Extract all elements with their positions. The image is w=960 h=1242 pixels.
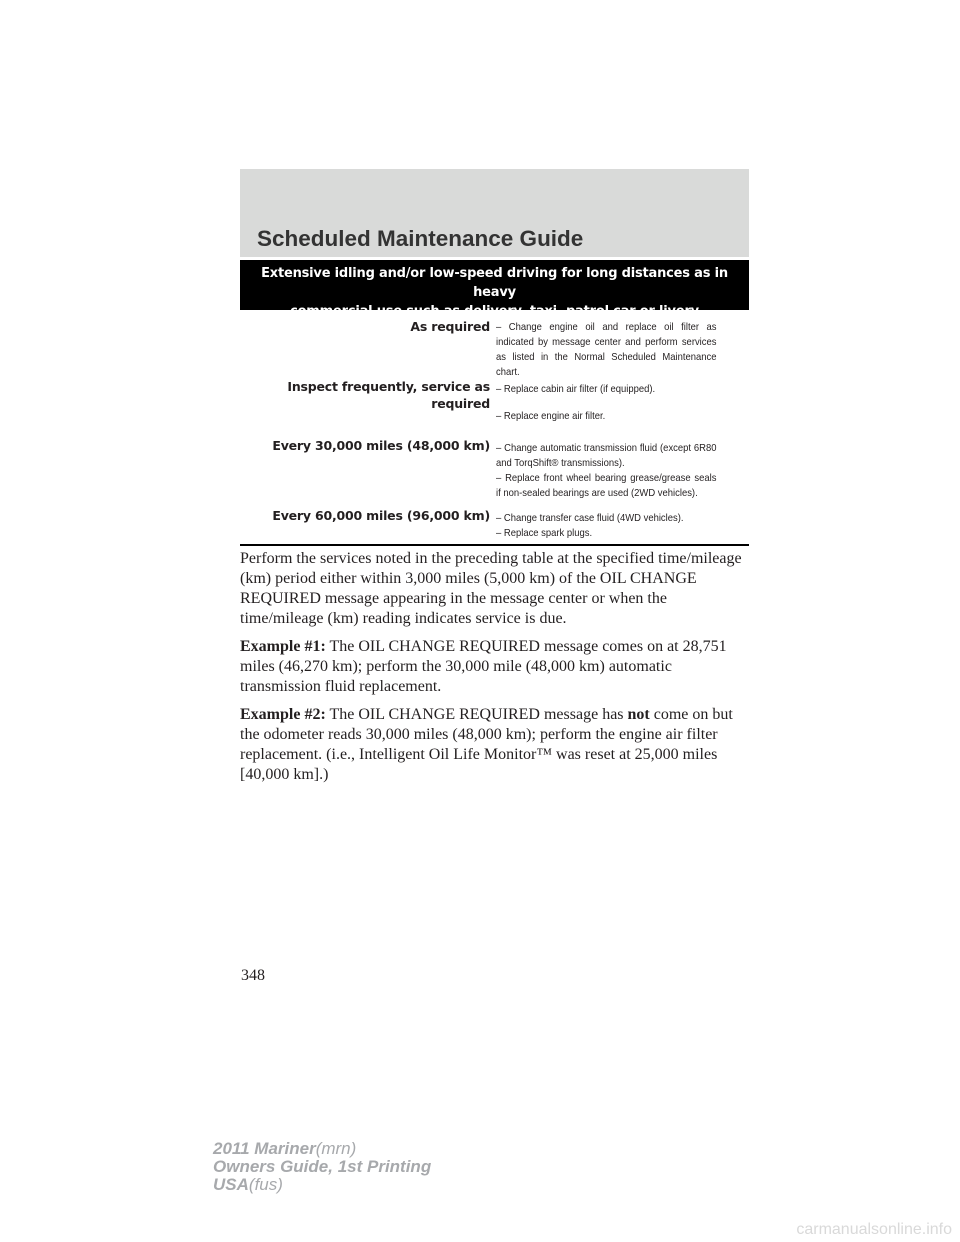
example-2-body-a: The OIL CHANGE REQUIRED message has (329, 706, 628, 723)
row-item: – Replace engine air filter. (496, 410, 606, 422)
row-desc-30000 (496, 441, 717, 501)
table-heading-line2: commercial use such as delivery, taxi, patrol car or livery (290, 304, 699, 319)
footer-line3 (213, 1176, 431, 1194)
example-1-label: Example #1: (240, 638, 326, 655)
table-body (240, 310, 749, 546)
footer-model-code: (mrn) (315, 1139, 357, 1158)
table-heading (240, 260, 749, 319)
paragraph-intro (240, 549, 750, 629)
footer-market-code: (fus) (248, 1175, 283, 1194)
example-2-body-b: come on but the odometer reads 30,000 miles (48,000 km); perform the engine air filter replacement. (i.e., Intelligent Oil Life Monitor™ was reset at 25,000 miles [40,000 km].) (240, 706, 733, 783)
row-label-text: required (431, 396, 490, 411)
example-1 (240, 637, 750, 697)
row-desc-inspect-frequently (496, 382, 717, 424)
footer-line2: Owners Guide, 1st Printing (213, 1157, 432, 1176)
page-number: 348 (241, 967, 265, 984)
row-label-inspect-frequently (287, 378, 490, 412)
row-item: – Change transfer case fluid (4WD vehicles). (496, 512, 684, 524)
example-1-text (240, 637, 750, 697)
footer-line1 (213, 1140, 431, 1158)
page-title: Scheduled Maintenance Guide (257, 226, 584, 251)
row-label-text: Inspect frequently, service as (287, 379, 490, 394)
row-item: – Replace front wheel bearing grease/grease seals if non-sealed bearings are used (2WD vehicles). (496, 472, 717, 499)
row-desc-as-required (496, 320, 717, 380)
row-label-as-required (410, 318, 490, 335)
row-label-30000 (272, 437, 490, 454)
row-item: – Change engine oil and replace oil filter as indicated by message center and perform services as listed in the Normal Scheduled Maintenance chart. (496, 321, 717, 378)
example-2-emphasis: not (627, 706, 650, 723)
row-item: – Replace spark plugs. (496, 527, 593, 539)
paragraph-text: Perform the services noted in the preceding table at the specified time/mileage (km) period either within 3,000 miles (5,000 km) of the OIL CHANGE REQUIRED message appearing in the message center or when the time/mileage (km) reading indicates service is due. (240, 550, 742, 627)
row-label-text: Every 60,000 miles (96,000 km) (272, 508, 490, 523)
example-2-text (240, 705, 750, 785)
row-label-60000 (272, 507, 490, 524)
footer-model: 2011 Mariner (213, 1139, 316, 1158)
example-2 (240, 705, 750, 785)
footer-market: USA (213, 1175, 249, 1194)
watermark: carmanualsonline.info (796, 1221, 952, 1238)
row-item: – Replace cabin air filter (if equipped). (496, 383, 656, 395)
print-footer (213, 1140, 431, 1194)
row-label-text: Every 30,000 miles (48,000 km) (272, 438, 490, 453)
example-2-label: Example #2: (240, 706, 326, 723)
table-heading-line1: Extensive idling and/or low-speed driving for long distances as in heavy (261, 266, 728, 300)
row-item: – Change automatic transmission fluid (except 6R80 and TorqShift® transmissions). (496, 442, 717, 469)
example-1-body: The OIL CHANGE REQUIRED message comes on at 28,751 miles (46,270 km); perform the 30,000 mile (48,000 km) automatic transmission fluid replacement. (240, 638, 727, 695)
maintenance-table (240, 260, 749, 544)
row-desc-60000 (496, 511, 717, 541)
row-label-text: As required (410, 319, 490, 334)
